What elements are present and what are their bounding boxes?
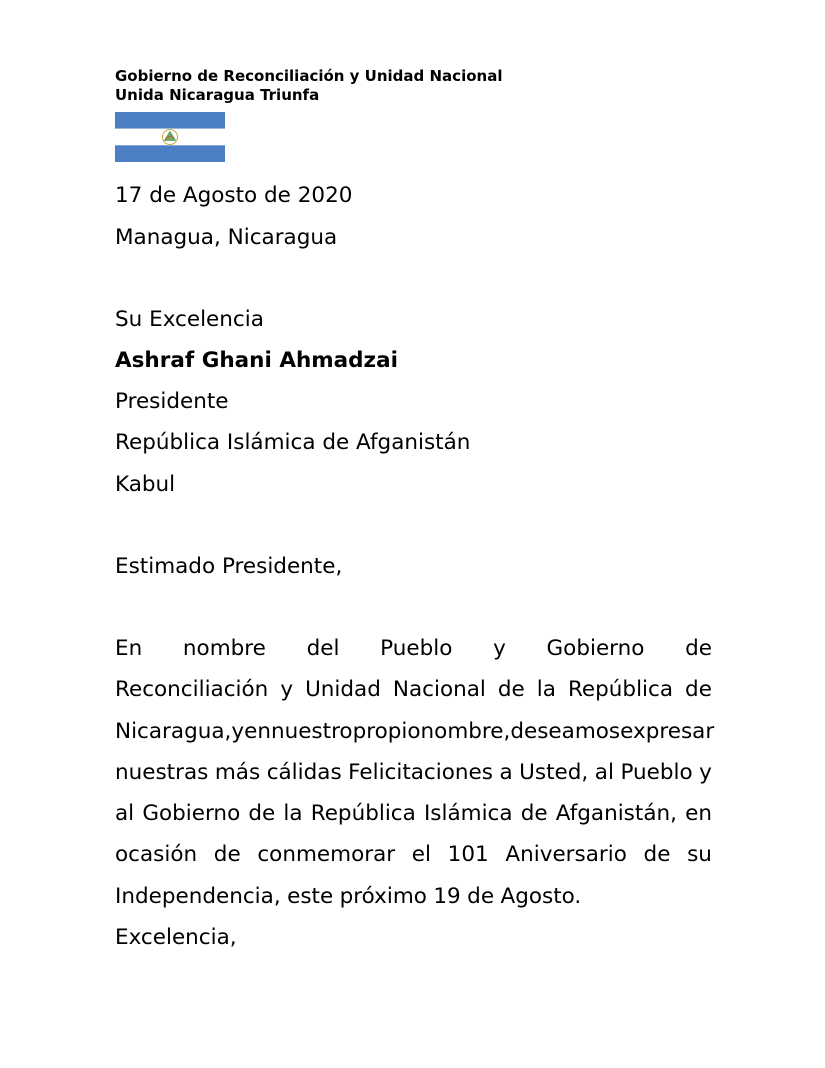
recipient-country: República Islámica de Afganistán	[115, 430, 471, 455]
body-word: de	[685, 636, 712, 661]
body-word: de	[248, 801, 276, 826]
body-word: Pueblo	[380, 636, 453, 661]
body-word: nuestro	[270, 719, 353, 744]
body-word: este	[287, 884, 334, 909]
body-word: Nacional	[392, 677, 486, 702]
body-word: Unidad	[305, 677, 381, 702]
body-word: República	[567, 677, 674, 702]
letter-date: 17 de Agosto de 2020	[115, 183, 353, 208]
closing: Excelencia,	[115, 925, 237, 950]
recipient-title: Su Excelencia	[115, 307, 264, 332]
body-word: Usted,	[519, 760, 589, 785]
body-word: de	[213, 842, 241, 867]
body-line	[115, 842, 712, 868]
body-word: En	[115, 636, 143, 661]
body-word: Agosto.	[500, 884, 582, 909]
body-word: del	[306, 636, 340, 661]
recipient-name: Ashraf Ghani Ahmadzai	[115, 348, 398, 373]
body-word: su	[687, 842, 712, 867]
body-word: al	[115, 801, 135, 826]
body-line	[115, 636, 712, 662]
body-word: Pueblo	[620, 760, 693, 785]
body-word: al	[594, 760, 614, 785]
body-word: más	[214, 760, 261, 785]
body-word: Aniversario	[505, 842, 627, 867]
letterhead-line-1: Gobierno de Reconciliación y Unidad Nacional	[115, 67, 503, 85]
recipient-city: Kabul	[115, 472, 176, 497]
body-line	[115, 719, 715, 745]
body-word: República	[310, 801, 416, 826]
body-word: expresar	[620, 719, 715, 744]
body-word: cálidas	[266, 760, 342, 785]
body-word: de	[467, 884, 495, 909]
body-line	[115, 677, 712, 703]
body-word: de	[643, 842, 671, 867]
body-word: en	[244, 719, 271, 744]
body-word: y	[699, 760, 712, 785]
body-line	[115, 760, 712, 786]
body-line	[115, 884, 712, 910]
body-word: de	[497, 677, 525, 702]
body-word: y	[231, 719, 245, 744]
body-word: Felicitaciones	[348, 760, 493, 785]
body-word: 19	[433, 884, 461, 909]
greeting: Estimado Presidente,	[115, 554, 343, 579]
body-word: Afganistán,	[555, 801, 677, 826]
body-word: conmemorar	[257, 842, 396, 867]
body-word: propio	[352, 719, 421, 744]
body-word: ocasión	[115, 842, 198, 867]
body-word: Reconciliación	[115, 677, 269, 702]
body-word: próximo	[339, 884, 427, 909]
body-word: la	[283, 801, 303, 826]
body-word: y	[493, 636, 506, 661]
recipient-position: Presidente	[115, 389, 229, 414]
body-word: deseamos	[510, 719, 621, 744]
body-word: nombre	[182, 636, 266, 661]
body-word: a	[499, 760, 513, 785]
body-word: de	[685, 677, 712, 702]
body-word: 101	[447, 842, 489, 867]
body-word: Gobierno	[142, 801, 241, 826]
body-word: y	[280, 677, 294, 702]
letter-place: Managua, Nicaragua	[115, 225, 338, 250]
body-line	[115, 801, 712, 827]
body-word: nombre,	[420, 719, 511, 744]
body-word: de	[520, 801, 548, 826]
body-word: el	[411, 842, 431, 867]
body-word: la	[536, 677, 556, 702]
body-word: Independencia,	[115, 884, 281, 909]
nicaragua-flag-icon	[115, 112, 225, 162]
body-word: Gobierno	[546, 636, 645, 661]
body-word: Nicaragua,	[115, 719, 232, 744]
body-word: nuestras	[115, 760, 209, 785]
letterhead-line-2: Unida Nicaragua Triunfa	[115, 86, 320, 104]
body-word: Islámica	[423, 801, 513, 826]
body-word: en	[685, 801, 712, 826]
